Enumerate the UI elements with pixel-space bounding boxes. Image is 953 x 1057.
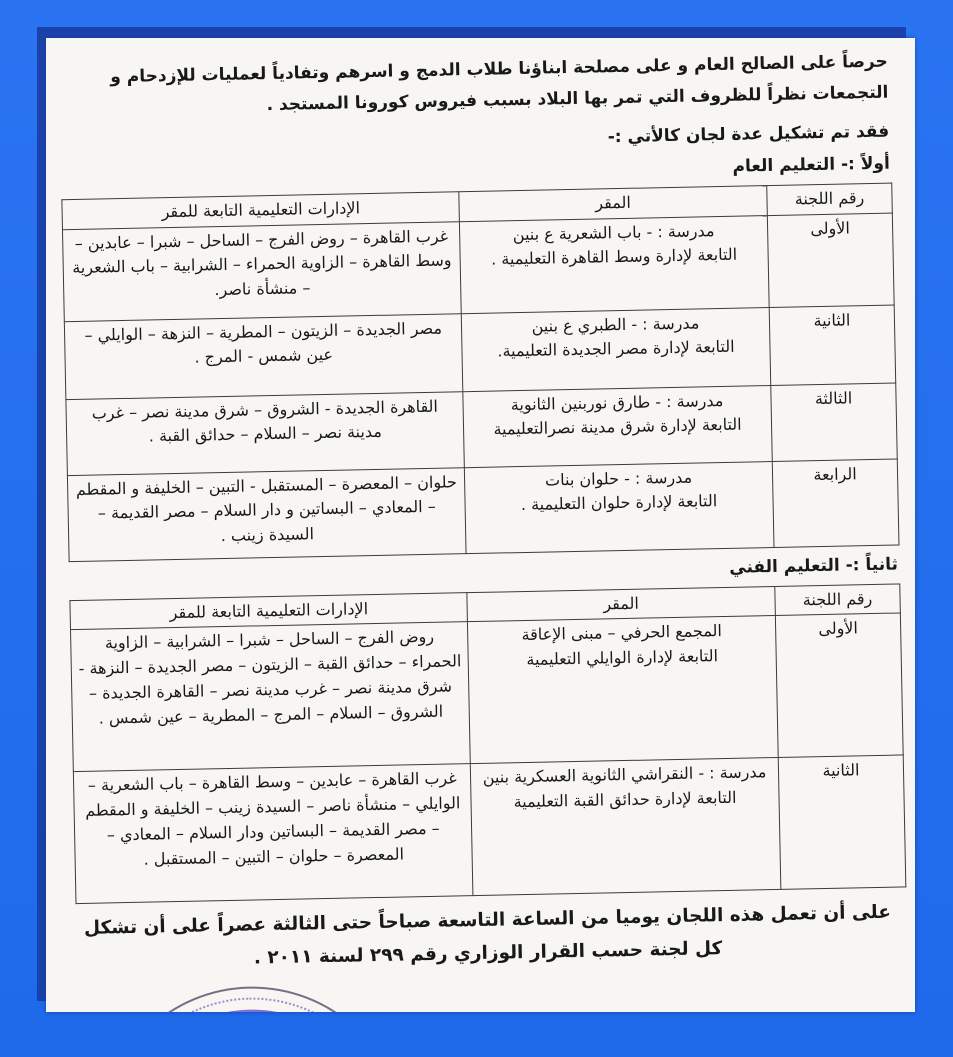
table-row bbox=[71, 613, 903, 772]
document-content bbox=[46, 38, 915, 1012]
committee-number-cell: الثانية bbox=[769, 305, 896, 385]
admins-cell: روض الفرج – الساحل – شبرا – الشرابية – الزاوية الحمراء – حدائق القبة – الزيتون – مصر الجديدة – النزهة - شرق مدينة نصر – غرب مدينة نصر – القاهرة الجديدة – الشروق – السلام – المرج – المطرية – عين شمس . bbox=[71, 622, 470, 772]
hq-cell: مدرسة : - باب الشعرية ع بنين التابعة لإدارة وسط القاهرة التعليمية . bbox=[459, 215, 769, 313]
table-row bbox=[63, 213, 894, 322]
table-row bbox=[68, 459, 899, 562]
column-header-admins: الإدارات التعليمية التابعة للمقر bbox=[70, 592, 467, 630]
committee-number-cell: الثانية bbox=[778, 755, 906, 889]
table-row bbox=[74, 755, 906, 904]
official-stamp-icon bbox=[97, 984, 407, 1012]
column-header-admins: الإدارات التعليمية التابعة للمقر bbox=[62, 192, 459, 230]
column-header-committee-number: رقم اللجنة bbox=[767, 183, 893, 215]
admins-cell: القاهرة الجديدة - الشروق – شرق مدينة نصر – غرب مدينة نصر – السلام – حدائق القبة . bbox=[66, 391, 464, 475]
hq-cell: مدرسة : - الطبري ع بنين التابعة لإدارة مصر الجديدة التعليمية. bbox=[461, 307, 771, 391]
committee-number-cell: الأولى bbox=[775, 613, 903, 757]
admins-cell: غرب القاهرة – عابدين – وسط القاهرة – باب الشعرية – الوايلي – منشأة ناصر – السيدة زينب – الخليفة و المقطم – مصر القديمة – البساتين ودار السلام – المعادي – المعصرة – حلوان – التبين – المستقبل . bbox=[74, 764, 473, 904]
technical-education-table bbox=[70, 583, 907, 904]
hq-cell: المجمع الحرفي – مبنى الإعاقة التابعة لإدارة الوايلي التعليمية bbox=[467, 616, 778, 764]
committee-number-cell: الثالثة bbox=[771, 383, 898, 461]
section-title-general-education: أولاً :- التعليم العام bbox=[732, 153, 891, 177]
hq-cell: مدرسة : - النقراشي الثانوية العسكرية بنين التابعة لإدارة حدائق القبة التعليمية bbox=[470, 758, 781, 896]
admins-cell: مصر الجديدة – الزيتون – المطرية – النزهة – الوايلي – عين شمس - المرج . bbox=[65, 313, 463, 399]
working-hours-note: على أن تعمل هذه اللجان يوميا من الساعة التاسعة صباحاً حتى الثالثة عصراً على أن تشكل كل لجنة حسب القرار الوزاري رقم ٢٩٩ لسنة ٢٠١١ . bbox=[83, 902, 892, 969]
committee-number-cell: الرابعة bbox=[772, 459, 899, 547]
admins-cell: غرب القاهرة – روض الفرج – الساحل – شبرا – عابدين – وسط القاهرة – الزاوية الحمراء – الشرابية – باب الشعرية – منشأة ناصر. bbox=[63, 221, 461, 321]
committees-formed-line: فقد تم تشكيل عدة لجان كالأتي :- bbox=[607, 121, 890, 148]
hq-cell: مدرسة : - طارق نوربنين الثانوية التابعة لإدارة شرق مدينة نصرالتعليمية bbox=[463, 385, 772, 467]
hq-cell: مدرسة : - حلوان بنات التابعة لإدارة حلوان التعليمية . bbox=[464, 461, 774, 553]
committee-number-cell: الأولى bbox=[767, 213, 894, 307]
intro-paragraph: حرصاً على الصالح العام و على مصلحة ابناؤنا طلاب الدمج و اسرهم وتفادياً لعمليات للإزدحام و التجمعات نظراً للظروف التي تمر بها البلاد بسبب فيروس كورونا المستجد . bbox=[110, 51, 889, 116]
section-title-technical-education: ثانياً :- التعليم الفني bbox=[729, 554, 899, 578]
admins-cell: حلوان – المعصرة – المستقبل - التبين – الخليفة و المقطم – المعادي – البساتين و دار السلام – مصر القديمة – السيدة زينب . bbox=[68, 467, 466, 561]
general-education-table bbox=[62, 182, 900, 561]
scanned-document-page bbox=[46, 38, 915, 1012]
column-header-hq: المقر bbox=[459, 185, 768, 221]
column-header-hq: المقر bbox=[467, 586, 776, 622]
column-header-committee-number: رقم اللجنة bbox=[775, 584, 901, 616]
